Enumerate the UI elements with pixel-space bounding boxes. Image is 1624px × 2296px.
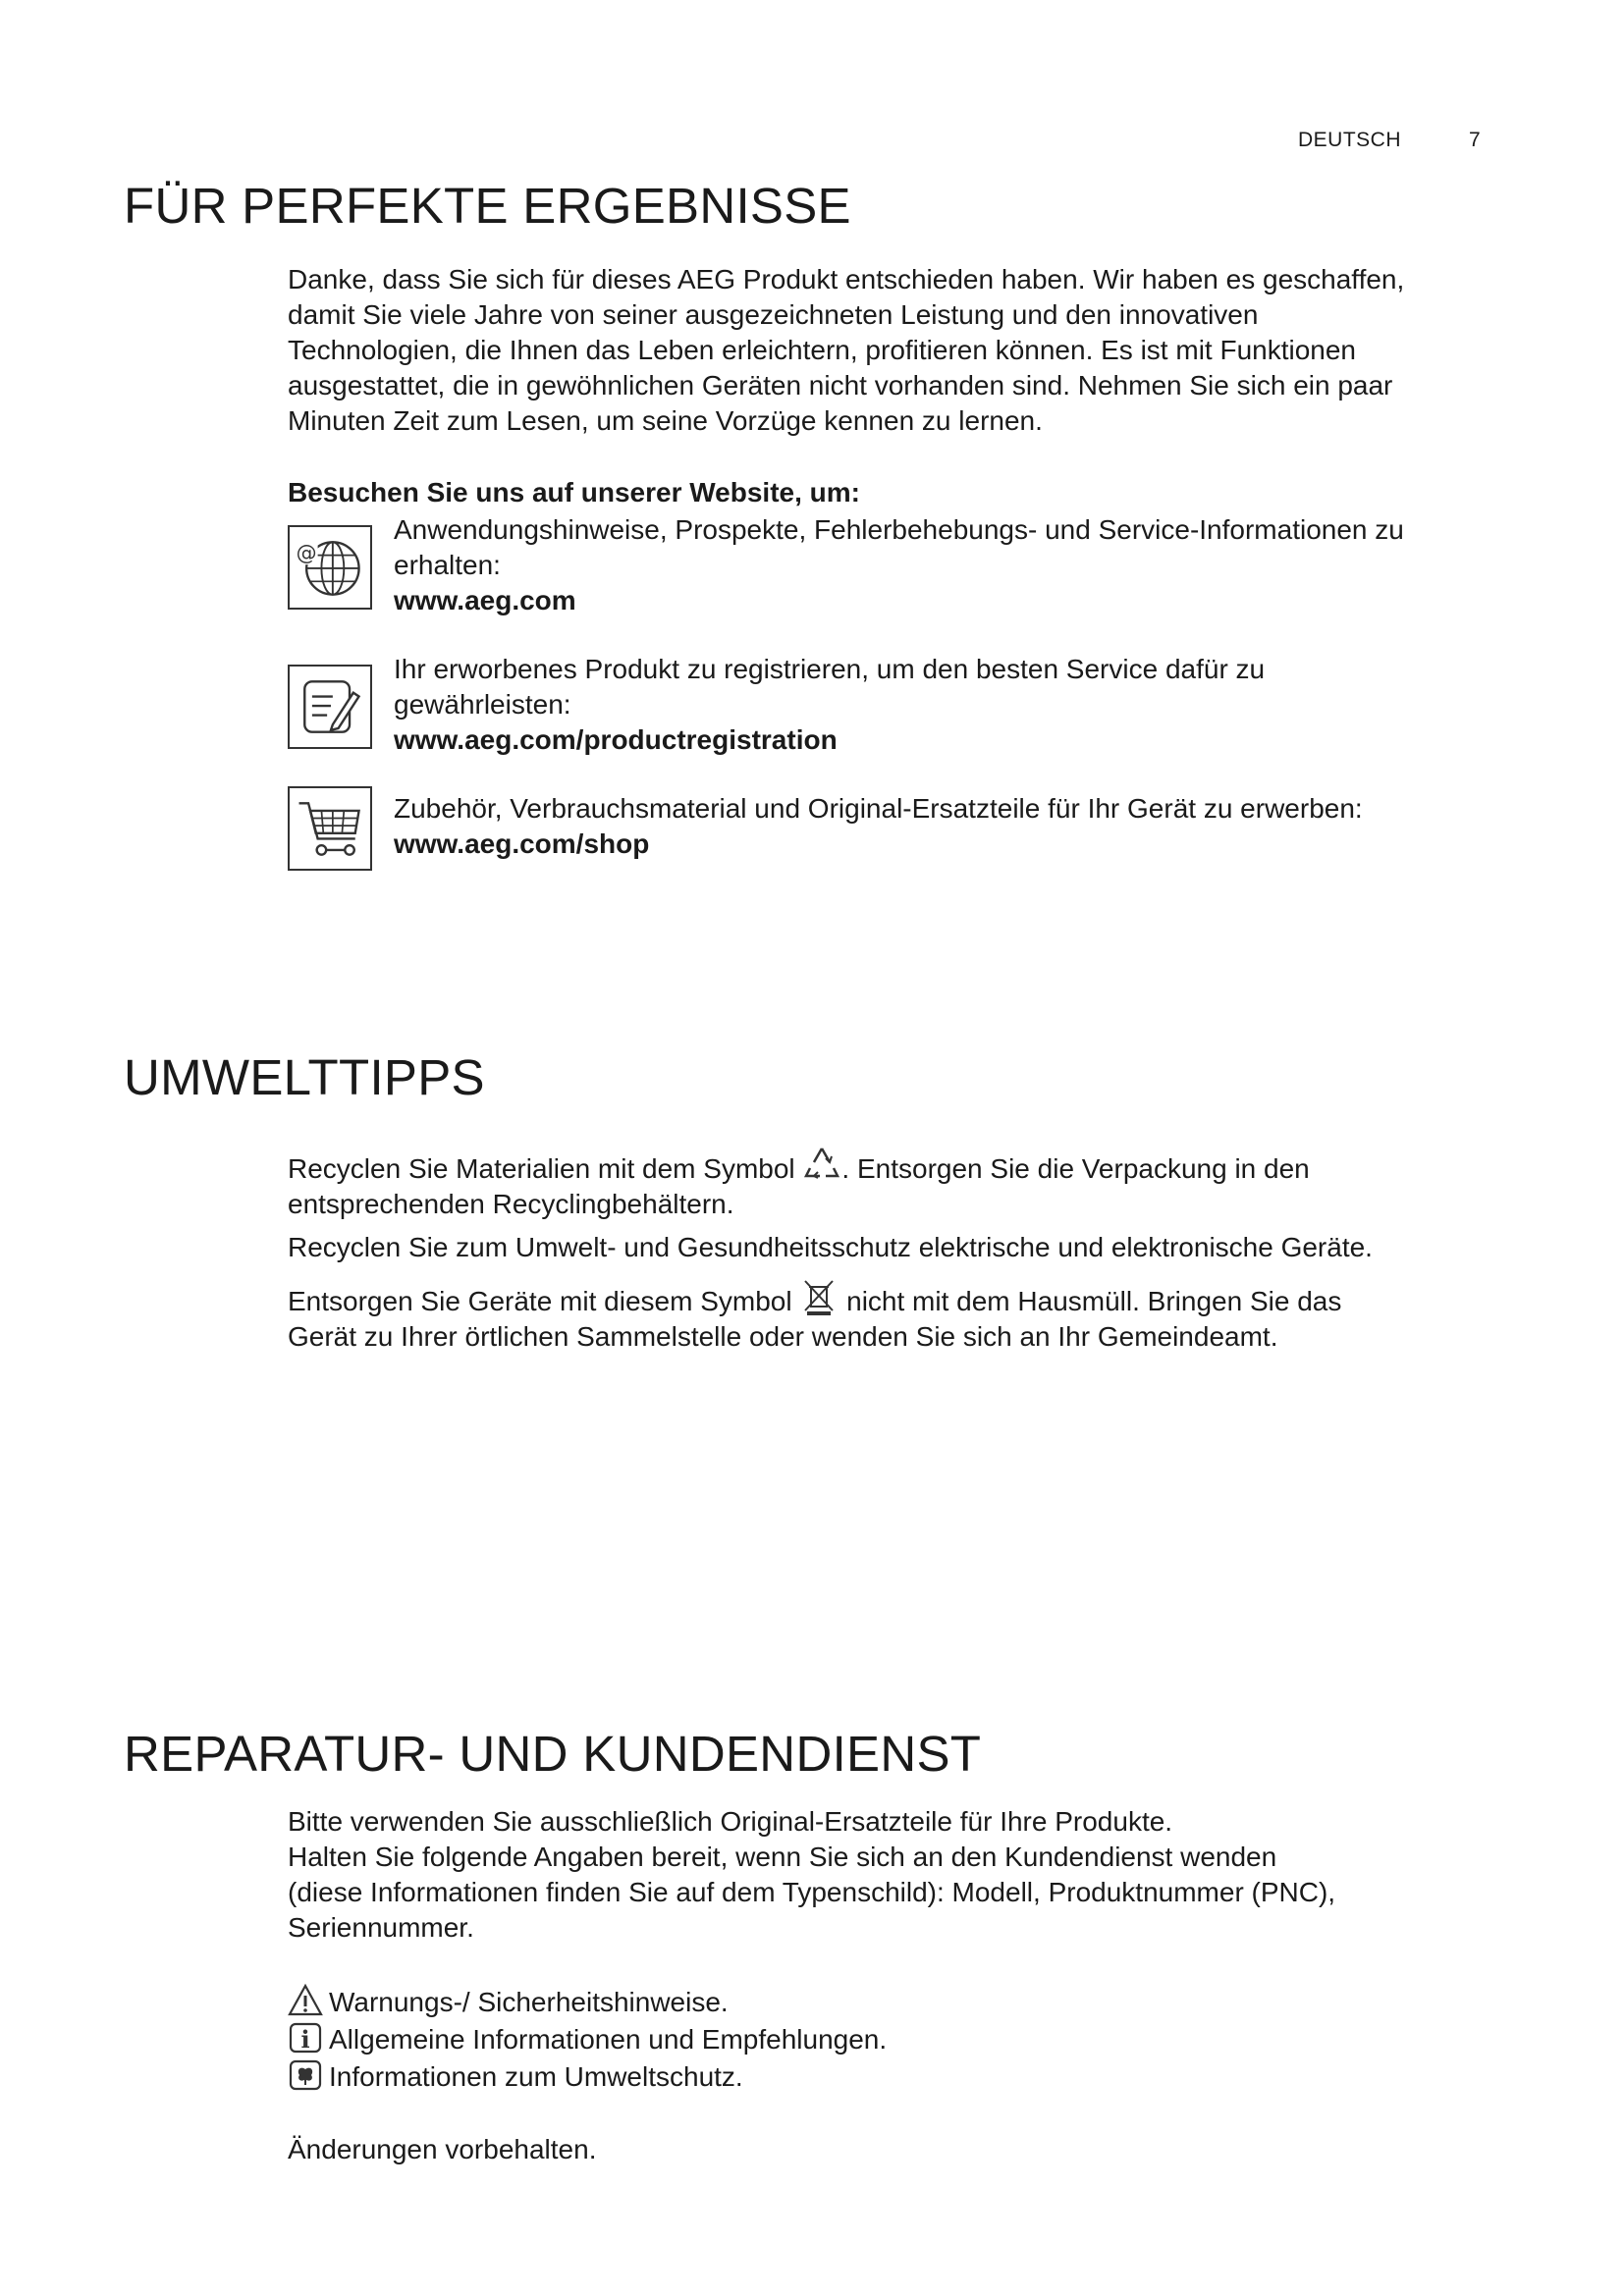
legend-text: Allgemeine Informationen und Empfehlungen.	[329, 2024, 888, 2055]
legend-item-info	[288, 2020, 1505, 2057]
website-heading: Besuchen Sie uns auf unserer Website, um:	[288, 477, 860, 507]
intro-line: Minuten Zeit zum Lesen, um seine Vorzüge kennen zu lernen.	[288, 405, 1043, 436]
item-text-line: Ihr erworbenes Produkt zu registrieren, um den besten Service dafür zu	[394, 654, 1266, 684]
disposal-text-before: Entsorgen Sie Geräte mit diesem Symbol	[288, 1286, 800, 1316]
service-paragraph	[288, 1804, 1505, 1946]
svg-text:@: @	[296, 541, 317, 565]
intro-line: Technologien, die Ihnen das Leben erleichtern, profitieren können. Es ist mit Funktionen	[288, 335, 1357, 365]
footer-note: Änderungen vorbehalten.	[288, 2134, 597, 2164]
disposal-text-after: nicht mit dem Hausmüll. Bringen Sie das	[839, 1286, 1342, 1316]
item-text-line: Anwendungshinweise, Prospekte, Fehlerbehebungs- und Service-Informationen zu	[394, 514, 1404, 545]
shopping-cart-icon	[288, 786, 372, 871]
recycle-text-before: Recyclen Sie Materialien mit dem Symbol	[288, 1153, 803, 1184]
link-aeg-com[interactable]: www.aeg.com	[394, 585, 576, 615]
legend-text: Informationen zum Umweltschutz.	[329, 2061, 743, 2092]
item-text-line: Zubehör, Verbrauchsmaterial und Original-Ersatzteile für Ihr Gerät zu erwerben:	[394, 793, 1363, 824]
header-language: DEUTSCH	[1298, 129, 1402, 151]
link-product-registration[interactable]: www.aeg.com/productregistration	[394, 724, 838, 755]
crossed-bin-icon	[799, 1277, 839, 1316]
section-title-perfect-results: FÜR PERFEKTE ERGEBNISSE	[124, 178, 851, 234]
section-title-environment-tips: UMWELTTIPPS	[124, 1049, 485, 1105]
item-text-line: erhalten:	[394, 550, 501, 580]
legend-item-warning	[288, 1983, 1505, 2020]
svg-text:i: i	[300, 2025, 310, 2054]
recycle-line-2: entsprechenden Recyclingbehältern.	[288, 1189, 734, 1219]
globe-at-icon	[288, 525, 372, 610]
symbol-legend	[288, 1983, 1505, 2095]
item-text-line: gewährleisten:	[394, 689, 571, 720]
disposal-line-2: Gerät zu Ihrer örtlichen Sammelstelle oder wenden Sie sich an Ihr Gemeindeamt.	[288, 1321, 1278, 1352]
service-line: Halten Sie folgende Angaben bereit, wenn Sie sich an den Kundendienst wenden	[288, 1842, 1277, 1872]
intro-paragraph	[288, 262, 1505, 439]
intro-line: ausgestattet, die in gewöhnlichen Geräten nicht vorhanden sind. Nehmen Sie sich ein paar	[288, 370, 1393, 400]
environment-paragraph	[288, 1145, 1505, 1355]
website-item-shop	[394, 791, 1513, 862]
service-line: (diese Informationen finden Sie auf dem Typenschild): Modell, Produktnummer (PNC),	[288, 1877, 1336, 1907]
recycle-line	[288, 1145, 1505, 1187]
legend-text: Warnungs-/ Sicherheitshinweise.	[329, 1987, 729, 2017]
intro-line: damit Sie viele Jahre von seiner ausgezeichneten Leistung und den innovativen	[288, 299, 1259, 330]
legend-item-environment	[288, 2057, 1505, 2095]
page-number: 7	[1469, 129, 1482, 151]
recycle-electrical-line: Recyclen Sie zum Umwelt- und Gesundheitsschutz elektrische und elektronische Geräte.	[288, 1232, 1373, 1262]
website-item-registration	[394, 652, 1513, 758]
registration-form-icon	[288, 665, 372, 749]
service-line: Bitte verwenden Sie ausschließlich Original-Ersatzteile für Ihre Produkte.	[288, 1806, 1173, 1837]
warning-icon	[288, 1983, 323, 2018]
environment-icon	[288, 2057, 323, 2093]
recycle-text-after: . Entsorgen Sie die Verpackung in den	[841, 1153, 1310, 1184]
service-line: Seriennummer.	[288, 1912, 474, 1943]
intro-line: Danke, dass Sie sich für dieses AEG Produkt entschieden haben. Wir haben es geschaffen,	[288, 264, 1405, 294]
link-aeg-shop[interactable]: www.aeg.com/shop	[394, 828, 650, 859]
recycling-symbol-icon	[802, 1145, 841, 1184]
website-item-service	[394, 512, 1513, 618]
info-icon	[288, 2020, 323, 2056]
section-title-repair-service: REPARATUR- UND KUNDENDIENST	[124, 1726, 982, 1782]
disposal-line	[288, 1277, 1505, 1319]
